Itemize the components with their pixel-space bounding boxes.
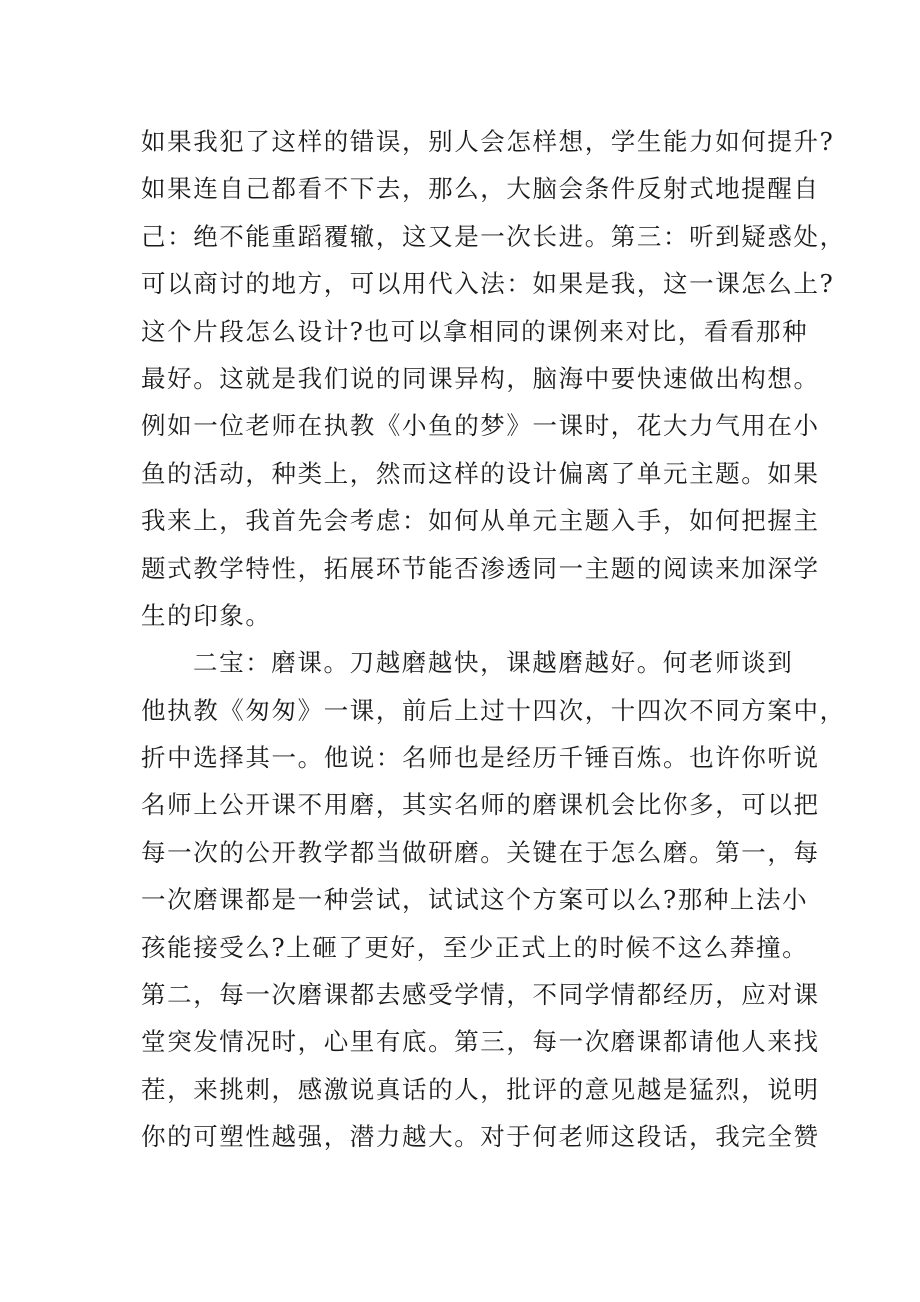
text-line: 这个片段怎么设计?也可以拿相同的课例来对比，看看那种: [141, 316, 809, 346]
text-line: 每一次的公开教学都当做研磨。关键在于怎么磨。第一，每: [141, 837, 820, 867]
body-text: [141, 118, 846, 1161]
text-line: 第二，每一次磨课都去感受学情，不同学情都经历，应对课: [141, 980, 820, 1010]
text-line: 题式教学特性，拓展环节能否渗透同一主题的阅读来加深学: [141, 553, 820, 583]
text-line: 如果我犯了这样的错误，别人会怎样想，学生能力如何提升?: [141, 127, 835, 156]
text-line: 鱼的活动，种类上，然而这样的设计偏离了单元主题。如果: [141, 458, 820, 488]
text-line: 一次磨课都是一种尝试，试试这个方案可以么?那种上法小: [141, 885, 809, 915]
text-line: 生的印象。: [141, 600, 272, 630]
text-line: 最好。这就是我们说的同课异构，脑海中要快速做出构想。: [141, 363, 820, 393]
text-line: 可以商讨的地方，可以用代入法：如果是我，这一课怎么上?: [141, 269, 835, 299]
text-line: 堂突发情况时，心里有底。第三，每一次磨课都请他人来找: [141, 1027, 820, 1057]
text-line: 己：绝不能重蹈覆辙，这又是一次长进。第三：听到疑惑处，: [141, 221, 846, 251]
text-line: 如果连自己都看不下去，那么，大脑会条件反射式地提醒自: [141, 174, 820, 204]
text-line: 茬，来挑刺，感激说真话的人，批评的意见越是猛烈，说明: [141, 1074, 820, 1104]
text-line: 他执教《匆匆》一课，前后上过十四次，十四次不同方案中，: [141, 695, 846, 725]
text-line: 例如一位老师在执教《小鱼的梦》一课时，花大力气用在小: [141, 411, 820, 441]
text-line: 你的可塑性越强，潜力越大。对于何老师这段话，我完全赞: [141, 1122, 820, 1152]
text-line: 折中选择其一。他说：名师也是经历千锤百炼。也许你听说: [141, 743, 820, 773]
text-line: 名师上公开课不用磨，其实名师的磨课机会比你多，可以把: [141, 790, 820, 820]
paragraph-start-line: 二宝：磨课。刀越磨越快，课越磨越好。何老师谈到: [193, 648, 794, 678]
text-line: 孩能接受么?上砸了更好，至少正式上的时候不这么莽撞。: [141, 932, 809, 962]
text-line: 我来上，我首先会考虑：如何从单元主题入手，如何把握主: [141, 506, 820, 536]
